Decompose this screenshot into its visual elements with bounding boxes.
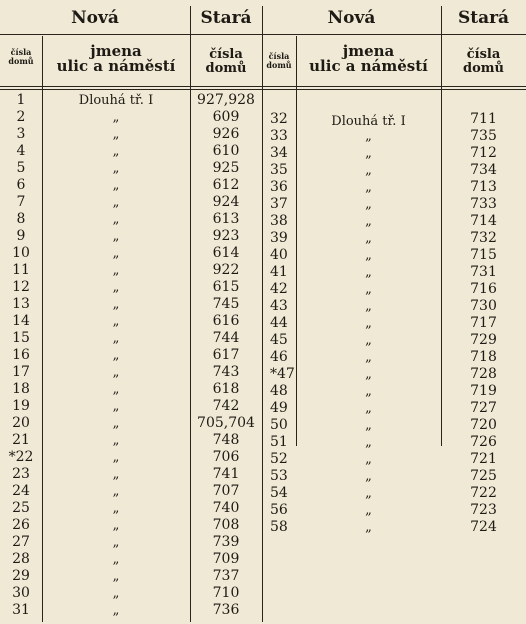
- new-house-number: 18: [12, 381, 30, 397]
- old-house-number: 724: [470, 519, 497, 535]
- new-house-number: 14: [12, 313, 30, 329]
- old-house-number: 610: [212, 143, 240, 159]
- new-house-number: 41: [270, 264, 288, 280]
- old-house-number: 741: [212, 466, 240, 482]
- street-name: „: [112, 229, 120, 244]
- street-name: „: [365, 197, 372, 212]
- header-label: ulic a náměstí: [56, 57, 176, 75]
- street-name: „: [112, 569, 120, 584]
- header-label: domů: [463, 61, 504, 76]
- street-name: „: [365, 316, 372, 331]
- old-house-number: 742: [212, 398, 240, 414]
- old-house-number: 926: [212, 126, 240, 142]
- new-house-number: 46: [270, 349, 288, 365]
- header-label: čísla: [268, 51, 290, 61]
- street-name: „: [112, 552, 120, 567]
- header-label: čísla: [466, 47, 501, 62]
- new-house-number: 50: [270, 417, 288, 433]
- header-cisla-domu-right: [262, 52, 296, 70]
- new-house-number: 4: [16, 143, 26, 159]
- street-name: „: [112, 110, 120, 125]
- new-house-number: 21: [12, 432, 30, 448]
- old-house-number: 744: [212, 330, 240, 346]
- new-house-number: *22: [8, 449, 34, 465]
- new-house-number: 1: [16, 92, 26, 108]
- new-house-number: 40: [270, 247, 288, 263]
- header-nova-right: Nová: [327, 8, 376, 28]
- old-house-number: 617: [212, 347, 240, 363]
- street-name: „: [365, 180, 372, 195]
- street-name: „: [112, 314, 120, 329]
- new-house-number: 51: [270, 434, 288, 450]
- new-house-number: 34: [270, 145, 288, 161]
- new-house-number: 52: [270, 451, 288, 467]
- new-house-number: *47: [270, 366, 295, 382]
- new-house-number: 33: [270, 128, 288, 144]
- header-jmena-right: [296, 44, 441, 74]
- new-house-number: 17: [12, 364, 30, 380]
- header-label: domů: [266, 60, 292, 70]
- new-house-number: 32: [270, 111, 288, 127]
- old-house-number: 707: [212, 483, 240, 499]
- old-house-number: 612: [212, 177, 240, 193]
- old-house-number: 733: [470, 196, 497, 212]
- street-name: „: [365, 520, 372, 535]
- old-house-number: 740: [212, 500, 240, 516]
- street-name: „: [112, 586, 120, 601]
- header-label: ulic a náměstí: [309, 57, 428, 75]
- old-house-number: 709: [212, 551, 240, 567]
- new-house-number: 27: [12, 534, 30, 550]
- new-house-number: 36: [270, 179, 288, 195]
- new-house-number: 20: [12, 415, 30, 431]
- street-name: „: [112, 144, 120, 159]
- street-name: „: [365, 248, 372, 263]
- old-house-number: 923: [212, 228, 240, 244]
- new-house-number: 39: [270, 230, 288, 246]
- old-house-number: 711: [470, 111, 497, 127]
- street-name: Dlouhá tř. I: [78, 93, 154, 108]
- new-house-number: 11: [12, 262, 30, 278]
- old-house-number: 748: [212, 432, 240, 448]
- old-house-number: 924: [212, 194, 240, 210]
- new-house-number: 54: [270, 485, 288, 501]
- street-name: „: [112, 348, 120, 363]
- old-house-number: 927,928: [197, 92, 255, 108]
- old-house-number: 732: [470, 230, 497, 246]
- new-house-number: 58: [270, 519, 288, 535]
- header-rule: [0, 34, 526, 35]
- new-house-number: 13: [12, 296, 30, 312]
- street-name: „: [112, 518, 120, 533]
- header-rule: [0, 86, 526, 87]
- street-name: „: [365, 231, 372, 246]
- street-name: „: [365, 401, 372, 416]
- street-name: „: [112, 212, 120, 227]
- street-name: „: [112, 280, 120, 295]
- old-house-number: 730: [470, 298, 497, 314]
- new-house-number: 38: [270, 213, 288, 229]
- old-house-number: 745: [212, 296, 240, 312]
- new-house-number: 7: [16, 194, 26, 210]
- old-house-number: 922: [212, 262, 240, 278]
- street-name: „: [112, 467, 120, 482]
- old-house-number: 731: [470, 264, 497, 280]
- old-house-number: 719: [470, 383, 497, 399]
- new-house-number: 12: [12, 279, 30, 295]
- header-stara-cisla-left: [190, 48, 262, 76]
- street-name: „: [365, 503, 372, 518]
- old-house-number: 710: [212, 585, 240, 601]
- old-house-number: 712: [470, 145, 497, 161]
- old-house-number: 713: [470, 179, 497, 195]
- new-house-number: 19: [12, 398, 30, 414]
- header-stara-right: Stará: [457, 8, 510, 28]
- old-house-number: 720: [470, 417, 497, 433]
- street-name: „: [112, 297, 120, 312]
- old-house-number: 715: [470, 247, 497, 263]
- new-house-number: 49: [270, 400, 288, 416]
- old-house-number: 743: [212, 364, 240, 380]
- new-house-number: 56: [270, 502, 288, 518]
- street-name: „: [365, 367, 372, 382]
- new-house-number: 9: [16, 228, 26, 244]
- new-house-number: 15: [12, 330, 30, 346]
- old-house-number: 716: [470, 281, 497, 297]
- new-house-number: 10: [12, 245, 30, 261]
- new-house-number: 29: [12, 568, 30, 584]
- header-label: čísla: [10, 47, 32, 57]
- old-house-number: 614: [212, 245, 240, 261]
- street-name: „: [112, 263, 120, 278]
- street-name: „: [112, 603, 120, 618]
- old-house-number: 729: [470, 332, 497, 348]
- new-house-number: 48: [270, 383, 288, 399]
- street-name: „: [365, 435, 372, 450]
- old-house-number: 706: [212, 449, 240, 465]
- new-house-number: 35: [270, 162, 288, 178]
- new-house-number: 42: [270, 281, 288, 297]
- header-label: čísla: [209, 47, 243, 62]
- old-house-number: 722: [470, 485, 497, 501]
- street-name: „: [112, 433, 120, 448]
- new-house-number: 24: [12, 483, 30, 499]
- old-house-number: 739: [212, 534, 240, 550]
- new-house-number: 43: [270, 298, 288, 314]
- street-name: „: [112, 161, 120, 176]
- street-name: „: [365, 214, 372, 229]
- old-house-number: 717: [470, 315, 497, 331]
- street-name: „: [365, 452, 372, 467]
- street-name: „: [365, 299, 372, 314]
- header-label: jmena: [90, 42, 142, 60]
- old-house-number: 718: [470, 349, 497, 365]
- header-rule: [0, 89, 526, 90]
- street-name: „: [112, 365, 120, 380]
- old-house-number: 708: [212, 517, 240, 533]
- column-rule: [262, 6, 263, 622]
- old-house-number: 727: [470, 400, 497, 416]
- old-house-number: 737: [212, 568, 240, 584]
- header-stara-cisla-right: [441, 48, 526, 76]
- old-house-number: 735: [470, 128, 497, 144]
- new-house-number: 26: [12, 517, 30, 533]
- street-name: „: [112, 246, 120, 261]
- street-name: „: [365, 486, 372, 501]
- old-house-number: 728: [470, 366, 497, 382]
- street-name: „: [365, 384, 372, 399]
- new-house-number: 2: [16, 109, 26, 125]
- new-house-number: 6: [16, 177, 26, 193]
- old-house-number: 734: [470, 162, 497, 178]
- street-name: „: [365, 282, 372, 297]
- new-house-number: 30: [12, 585, 30, 601]
- street-name: „: [365, 129, 372, 144]
- old-house-number: 736: [212, 602, 240, 618]
- header-nova-left: Nová: [71, 8, 119, 28]
- street-name: „: [365, 350, 372, 365]
- old-house-number: 726: [470, 434, 497, 450]
- new-house-number: 28: [12, 551, 30, 567]
- header-label: jmena: [342, 42, 395, 60]
- new-house-number: 44: [270, 315, 288, 331]
- street-name: Dlouhá tř. I: [331, 114, 406, 129]
- old-house-number: 616: [212, 313, 240, 329]
- street-name: „: [112, 331, 120, 346]
- old-house-number: 705,704: [197, 415, 255, 431]
- header-label: domů: [8, 56, 34, 66]
- new-house-number: 53: [270, 468, 288, 484]
- header-cisla-domu-left: [0, 48, 42, 66]
- old-house-number: 615: [212, 279, 240, 295]
- street-name: „: [112, 382, 120, 397]
- new-house-number: 45: [270, 332, 288, 348]
- old-house-number: 721: [470, 451, 497, 467]
- street-name: „: [112, 484, 120, 499]
- old-house-number: 714: [470, 213, 497, 229]
- old-house-number: 725: [470, 468, 497, 484]
- new-house-number: 3: [16, 126, 26, 142]
- new-house-number: 31: [12, 602, 30, 618]
- old-house-number: 613: [212, 211, 240, 227]
- header-jmena-left: [42, 44, 190, 74]
- street-name: „: [112, 195, 120, 210]
- old-house-number: 723: [470, 502, 497, 518]
- street-name: „: [365, 146, 372, 161]
- new-house-number: 16: [12, 347, 30, 363]
- street-name: „: [112, 501, 120, 516]
- new-house-number: 8: [16, 211, 26, 227]
- street-name: „: [365, 163, 372, 178]
- new-house-number: 5: [16, 160, 26, 176]
- street-name: „: [365, 469, 372, 484]
- street-name: „: [365, 265, 372, 280]
- new-house-number: 25: [12, 500, 30, 516]
- street-name: „: [112, 450, 120, 465]
- street-name: „: [112, 399, 120, 414]
- new-house-number: 23: [12, 466, 30, 482]
- header-label: domů: [205, 61, 247, 76]
- street-name: „: [112, 535, 120, 550]
- street-name: „: [365, 333, 372, 348]
- old-house-number: 925: [212, 160, 240, 176]
- old-house-number: 618: [212, 381, 240, 397]
- header-stara-left: Stará: [200, 8, 252, 28]
- street-name: „: [365, 418, 372, 433]
- old-house-number: 609: [212, 109, 240, 125]
- new-house-number: 37: [270, 196, 288, 212]
- street-name: „: [112, 127, 120, 142]
- street-name: „: [112, 416, 120, 431]
- street-name: „: [112, 178, 120, 193]
